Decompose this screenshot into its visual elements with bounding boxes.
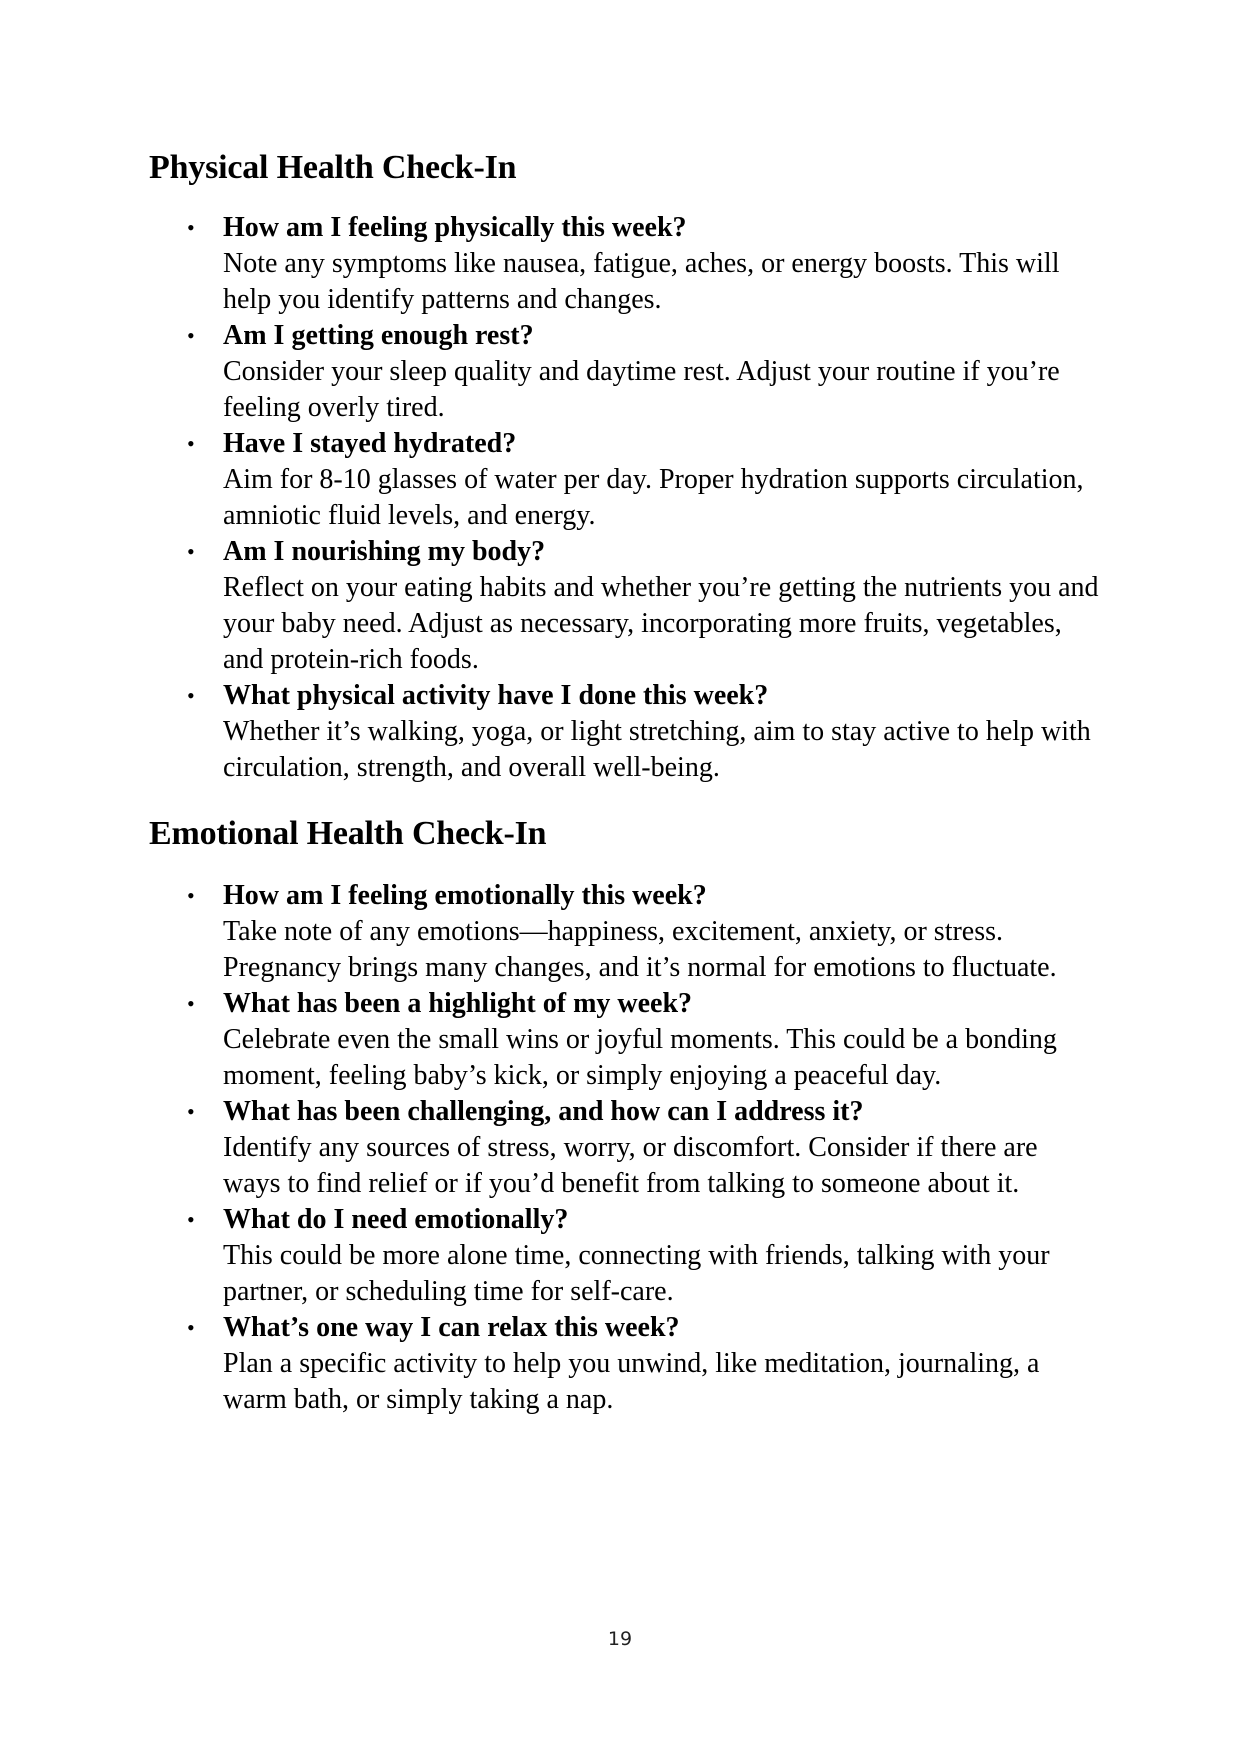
item-answer: Aim for 8-10 glasses of water per day. Proper hydration supports circulation, amniotic fluid levels, and energy.	[223, 464, 1084, 531]
checklist-item	[149, 318, 1109, 426]
item-question: What’s one way I can relax this week?	[223, 1312, 680, 1343]
checklist-item	[149, 1202, 1109, 1310]
item-question: What has been challenging, and how can I address it?	[223, 1096, 864, 1127]
page-number: 19	[607, 1628, 633, 1650]
item-question: Am I nourishing my body?	[223, 536, 546, 567]
checklist-item	[149, 986, 1109, 1094]
bullet-icon: •	[187, 991, 195, 1016]
bullet-icon: •	[187, 431, 195, 456]
checklist-item	[149, 678, 1109, 786]
item-answer: Consider your sleep quality and daytime rest. Adjust your routine if you’re feeling overly tired.	[223, 356, 1060, 423]
item-answer: Plan a specific activity to help you unwind, like meditation, journaling, a warm bath, or simply taking a nap.	[223, 1348, 1040, 1415]
bullet-icon: •	[187, 1207, 195, 1232]
bullet-icon: •	[187, 883, 195, 908]
bullet-icon: •	[187, 683, 195, 708]
bullet-icon: •	[187, 215, 195, 240]
item-answer: Identify any sources of stress, worry, or discomfort. Consider if there are ways to find relief or if you’d benefit from talking to someone about it.	[223, 1132, 1038, 1199]
item-question: How am I feeling physically this week?	[223, 212, 687, 243]
section-heading: Emotional Health Check-In	[149, 815, 547, 852]
item-answer: Reflect on your eating habits and whether you’re getting the nutrients you and your baby need. Adjust as necessary, incorporating more fruits, vegetables, and protein-rich foods.	[223, 572, 1099, 675]
item-question: How am I feeling emotionally this week?	[223, 880, 707, 911]
bullet-icon: •	[187, 1315, 195, 1340]
section-heading: Physical Health Check-In	[149, 149, 517, 186]
item-answer: This could be more alone time, connecting with friends, talking with your partner, or scheduling time for self-care.	[223, 1240, 1050, 1307]
checklist-item	[149, 1094, 1109, 1202]
checklist-item	[149, 426, 1109, 534]
item-answer: Note any symptoms like nausea, fatigue, aches, or energy boosts. This will help you identify patterns and changes.	[223, 248, 1060, 315]
bullet-icon: •	[187, 1099, 195, 1124]
physical-health-section	[149, 148, 1109, 786]
item-question: What physical activity have I done this week?	[223, 680, 769, 711]
checklist-item	[149, 878, 1109, 986]
item-answer: Take note of any emotions—happiness, excitement, anxiety, or stress. Pregnancy brings many changes, and it’s normal for emotions to fluctuate.	[223, 916, 1057, 983]
item-question: Have I stayed hydrated?	[223, 428, 517, 459]
emotional-health-section	[149, 814, 1109, 1418]
item-answer: Whether it’s walking, yoga, or light stretching, aim to stay active to help with circulation, strength, and overall well-being.	[223, 716, 1091, 783]
item-question: Am I getting enough rest?	[223, 320, 534, 351]
checklist-item	[149, 210, 1109, 318]
item-question: What do I need emotionally?	[223, 1204, 569, 1235]
bullet-icon: •	[187, 539, 195, 564]
emotional-checklist	[149, 878, 1109, 1418]
item-question: What has been a highlight of my week?	[223, 988, 693, 1019]
checklist-item	[149, 534, 1109, 678]
bullet-icon: •	[187, 323, 195, 348]
page-content	[149, 148, 1109, 1418]
checklist-item	[149, 1310, 1109, 1418]
physical-checklist	[149, 210, 1109, 786]
item-answer: Celebrate even the small wins or joyful moments. This could be a bonding moment, feeling baby’s kick, or simply enjoying a peaceful day.	[223, 1024, 1057, 1091]
